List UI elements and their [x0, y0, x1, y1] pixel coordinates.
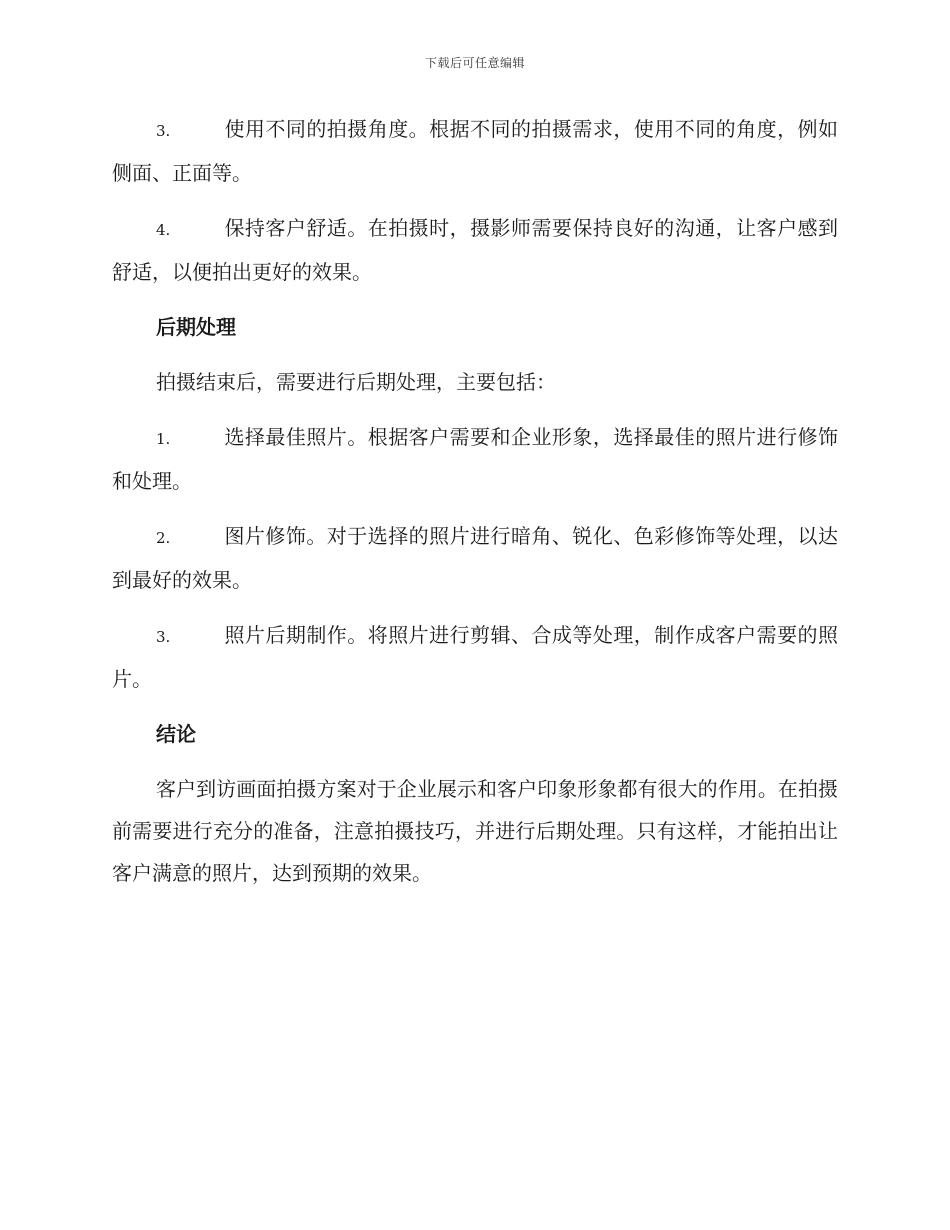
list-item-number: 3.	[156, 122, 171, 140]
list-item	[112, 207, 838, 293]
list-item-number: 2.	[156, 529, 171, 547]
list-item	[112, 515, 838, 601]
list-item-number: 4.	[156, 221, 171, 239]
list-item-text: 保持客户舒适。在拍摄时，摄影师需要保持良好的沟通，让客户感到舒适，以便拍出更好的效果。	[112, 216, 838, 284]
page-header: 下载后可任意编辑	[424, 56, 525, 70]
list-item-number: 3.	[156, 628, 171, 646]
list-item-number: 1.	[156, 430, 171, 448]
list-item	[112, 108, 838, 194]
list-item	[112, 416, 838, 502]
section-heading-post-processing: 后期处理	[156, 315, 236, 339]
list-item-text: 选择最佳照片。根据客户需要和企业形象，选择最佳的照片进行修饰和处理。	[112, 425, 838, 493]
document-body	[112, 108, 838, 907]
list-item-text: 图片修饰。对于选择的照片进行暗角、锐化、色彩修饰等处理，以达到最好的效果。	[112, 524, 838, 592]
list-item-text: 照片后期制作。将照片进行剪辑、合成等处理，制作成客户需要的照片。	[112, 623, 838, 691]
list-item	[112, 614, 838, 700]
conclusion-paragraph: 客户到访画面拍摄方案对于企业展示和客户印象形象都有很大的作用。在拍摄前需要进行充分的准备，注意拍摄技巧，并进行后期处理。只有这样，才能拍出让客户满意的照片，达到预期的效果。	[112, 777, 838, 885]
section-intro-paragraph: 拍摄结束后，需要进行后期处理，主要包括：	[156, 370, 556, 394]
section-heading-conclusion: 结论	[156, 722, 196, 746]
list-item-text: 使用不同的拍摄角度。根据不同的拍摄需求，使用不同的角度，例如侧面、正面等。	[112, 117, 838, 185]
